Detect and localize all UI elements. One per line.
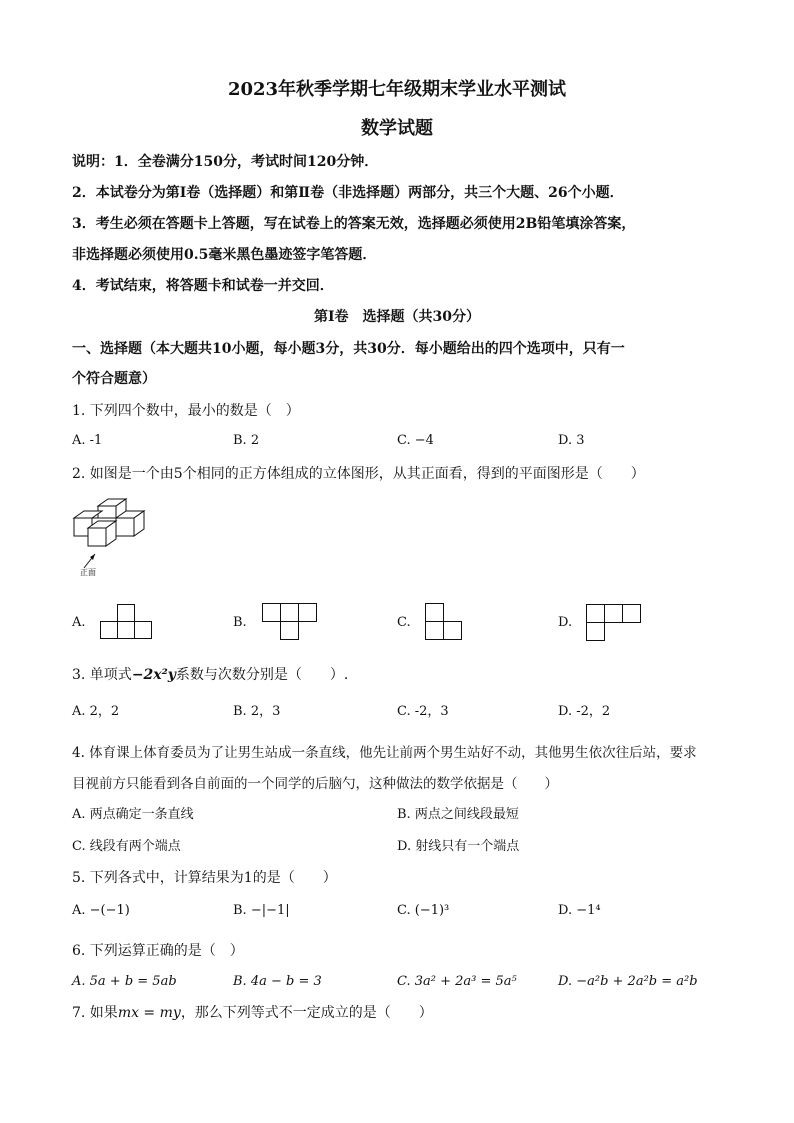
section1-heading: 一、选择题（本大题共10小题，每小题3分，共30分．每小题给出的四个选项中，只有一 bbox=[72, 341, 625, 357]
instruction-4: 4．考试结束，将答题卡和试卷一并交回． bbox=[72, 278, 334, 294]
front-view-label: 正面 bbox=[80, 568, 96, 577]
q2-option-d-figure bbox=[585, 603, 643, 643]
q1-stem: 1. 下列四个数中，最小的数是（ ） bbox=[72, 403, 300, 419]
q6-option-b: B. 4a − b = 3 bbox=[233, 974, 322, 989]
q1-option-d: D. 3 bbox=[558, 433, 585, 448]
instruction-1: 说明：1．全卷满分150分，考试时间120分钟． bbox=[72, 154, 379, 170]
q1-option-b: B. 2 bbox=[233, 433, 260, 448]
q6-option-a: A. 5a + b = 5ab bbox=[72, 974, 177, 989]
q3-expression: −2x²y bbox=[131, 667, 176, 683]
q5-option-c: C. (−1)³ bbox=[397, 903, 450, 918]
q5-stem: 5. 下列各式中，计算结果为1的是（ ） bbox=[72, 870, 337, 886]
q7-expression: mx = my bbox=[117, 1005, 181, 1021]
subject-title: 数学试题 bbox=[361, 118, 433, 139]
q4-stem: 4. 体育课上体育委员为了让男生站成一条直线，他先让前两个男生站好不动，其他男生依次往后站，要求 bbox=[72, 745, 697, 761]
instruction-3: 3．考生必须在答题卡上答题，写在试卷上的答案无效，选择题必须使用2B铅笔填涂答案， bbox=[72, 216, 636, 232]
exam-title: 2023年秋季学期七年级期末学业水平测试 bbox=[227, 79, 567, 100]
q5-option-d: D. −1⁴ bbox=[558, 903, 601, 918]
q4-option-b: B. 两点之间线段最短 bbox=[397, 807, 519, 822]
q6-option-c: C. 3a² + 2a³ = 5a⁵ bbox=[397, 974, 517, 989]
q4-stem-cont: 目视前方只能看到各自前面的一个同学的后脑勺，这种做法的数学依据是（ ） bbox=[72, 776, 558, 792]
q7-stem-before: 7. 如果 bbox=[72, 1005, 118, 1021]
q4-option-a: A. 两点确定一条直线 bbox=[72, 807, 194, 822]
q3-stem-before: 3. 单项式 bbox=[72, 667, 132, 683]
q4-option-c: C. 线段有两个端点 bbox=[72, 839, 181, 854]
q7-stem bbox=[72, 1004, 433, 1022]
instruction-3-cont: 非选择题必须使用0.5毫米黑色墨迹签字笔答题． bbox=[72, 247, 377, 263]
q2-stem: 2. 如图是一个由5个相同的正方体组成的立体图形，从其正面看，得到的平面图形是（ ） bbox=[72, 466, 645, 482]
q2-option-c: C. bbox=[397, 615, 411, 630]
q3-option-d: D. -2，2 bbox=[558, 704, 611, 719]
q6-stem: 6. 下列运算正确的是（ ） bbox=[72, 943, 244, 959]
part1-title: 第Ⅰ卷 选择题（共30分） bbox=[313, 309, 481, 325]
q2-option-a: A. bbox=[72, 615, 86, 630]
q2-option-a-figure bbox=[100, 603, 156, 641]
q3-stem-after: 系数与次数分别是（ ）. bbox=[175, 667, 349, 683]
q6-option-d: D. −a²b + 2a²b = a²b bbox=[558, 974, 698, 989]
q2-option-d: D. bbox=[558, 615, 573, 630]
q3-option-c: C. -2，3 bbox=[397, 704, 449, 719]
q2-option-c-figure bbox=[424, 602, 464, 642]
q4-option-d: D. 射线只有一个端点 bbox=[397, 839, 520, 854]
section1-heading-cont: 个符合题意） bbox=[72, 371, 156, 387]
q5-option-b: B. −|−1| bbox=[233, 903, 290, 918]
q3-option-b: B. 2，3 bbox=[233, 704, 281, 719]
q5-option-a: A. −(−1) bbox=[72, 903, 130, 918]
q1-option-c: C. −4 bbox=[397, 433, 434, 448]
instruction-2: 2．本试卷分为第Ⅰ卷（选择题）和第Ⅱ卷（非选择题）两部分，共三个大题、26个小题． bbox=[72, 185, 624, 201]
q7-stem-after: ，那么下列等式不一定成立的是（ ） bbox=[180, 1005, 433, 1021]
q3-option-a: A. 2，2 bbox=[72, 704, 120, 719]
q2-option-b-figure bbox=[261, 602, 317, 642]
q2-option-b: B. bbox=[233, 615, 247, 630]
q1-option-a: A. -1 bbox=[72, 433, 103, 448]
q3-stem bbox=[72, 666, 348, 684]
